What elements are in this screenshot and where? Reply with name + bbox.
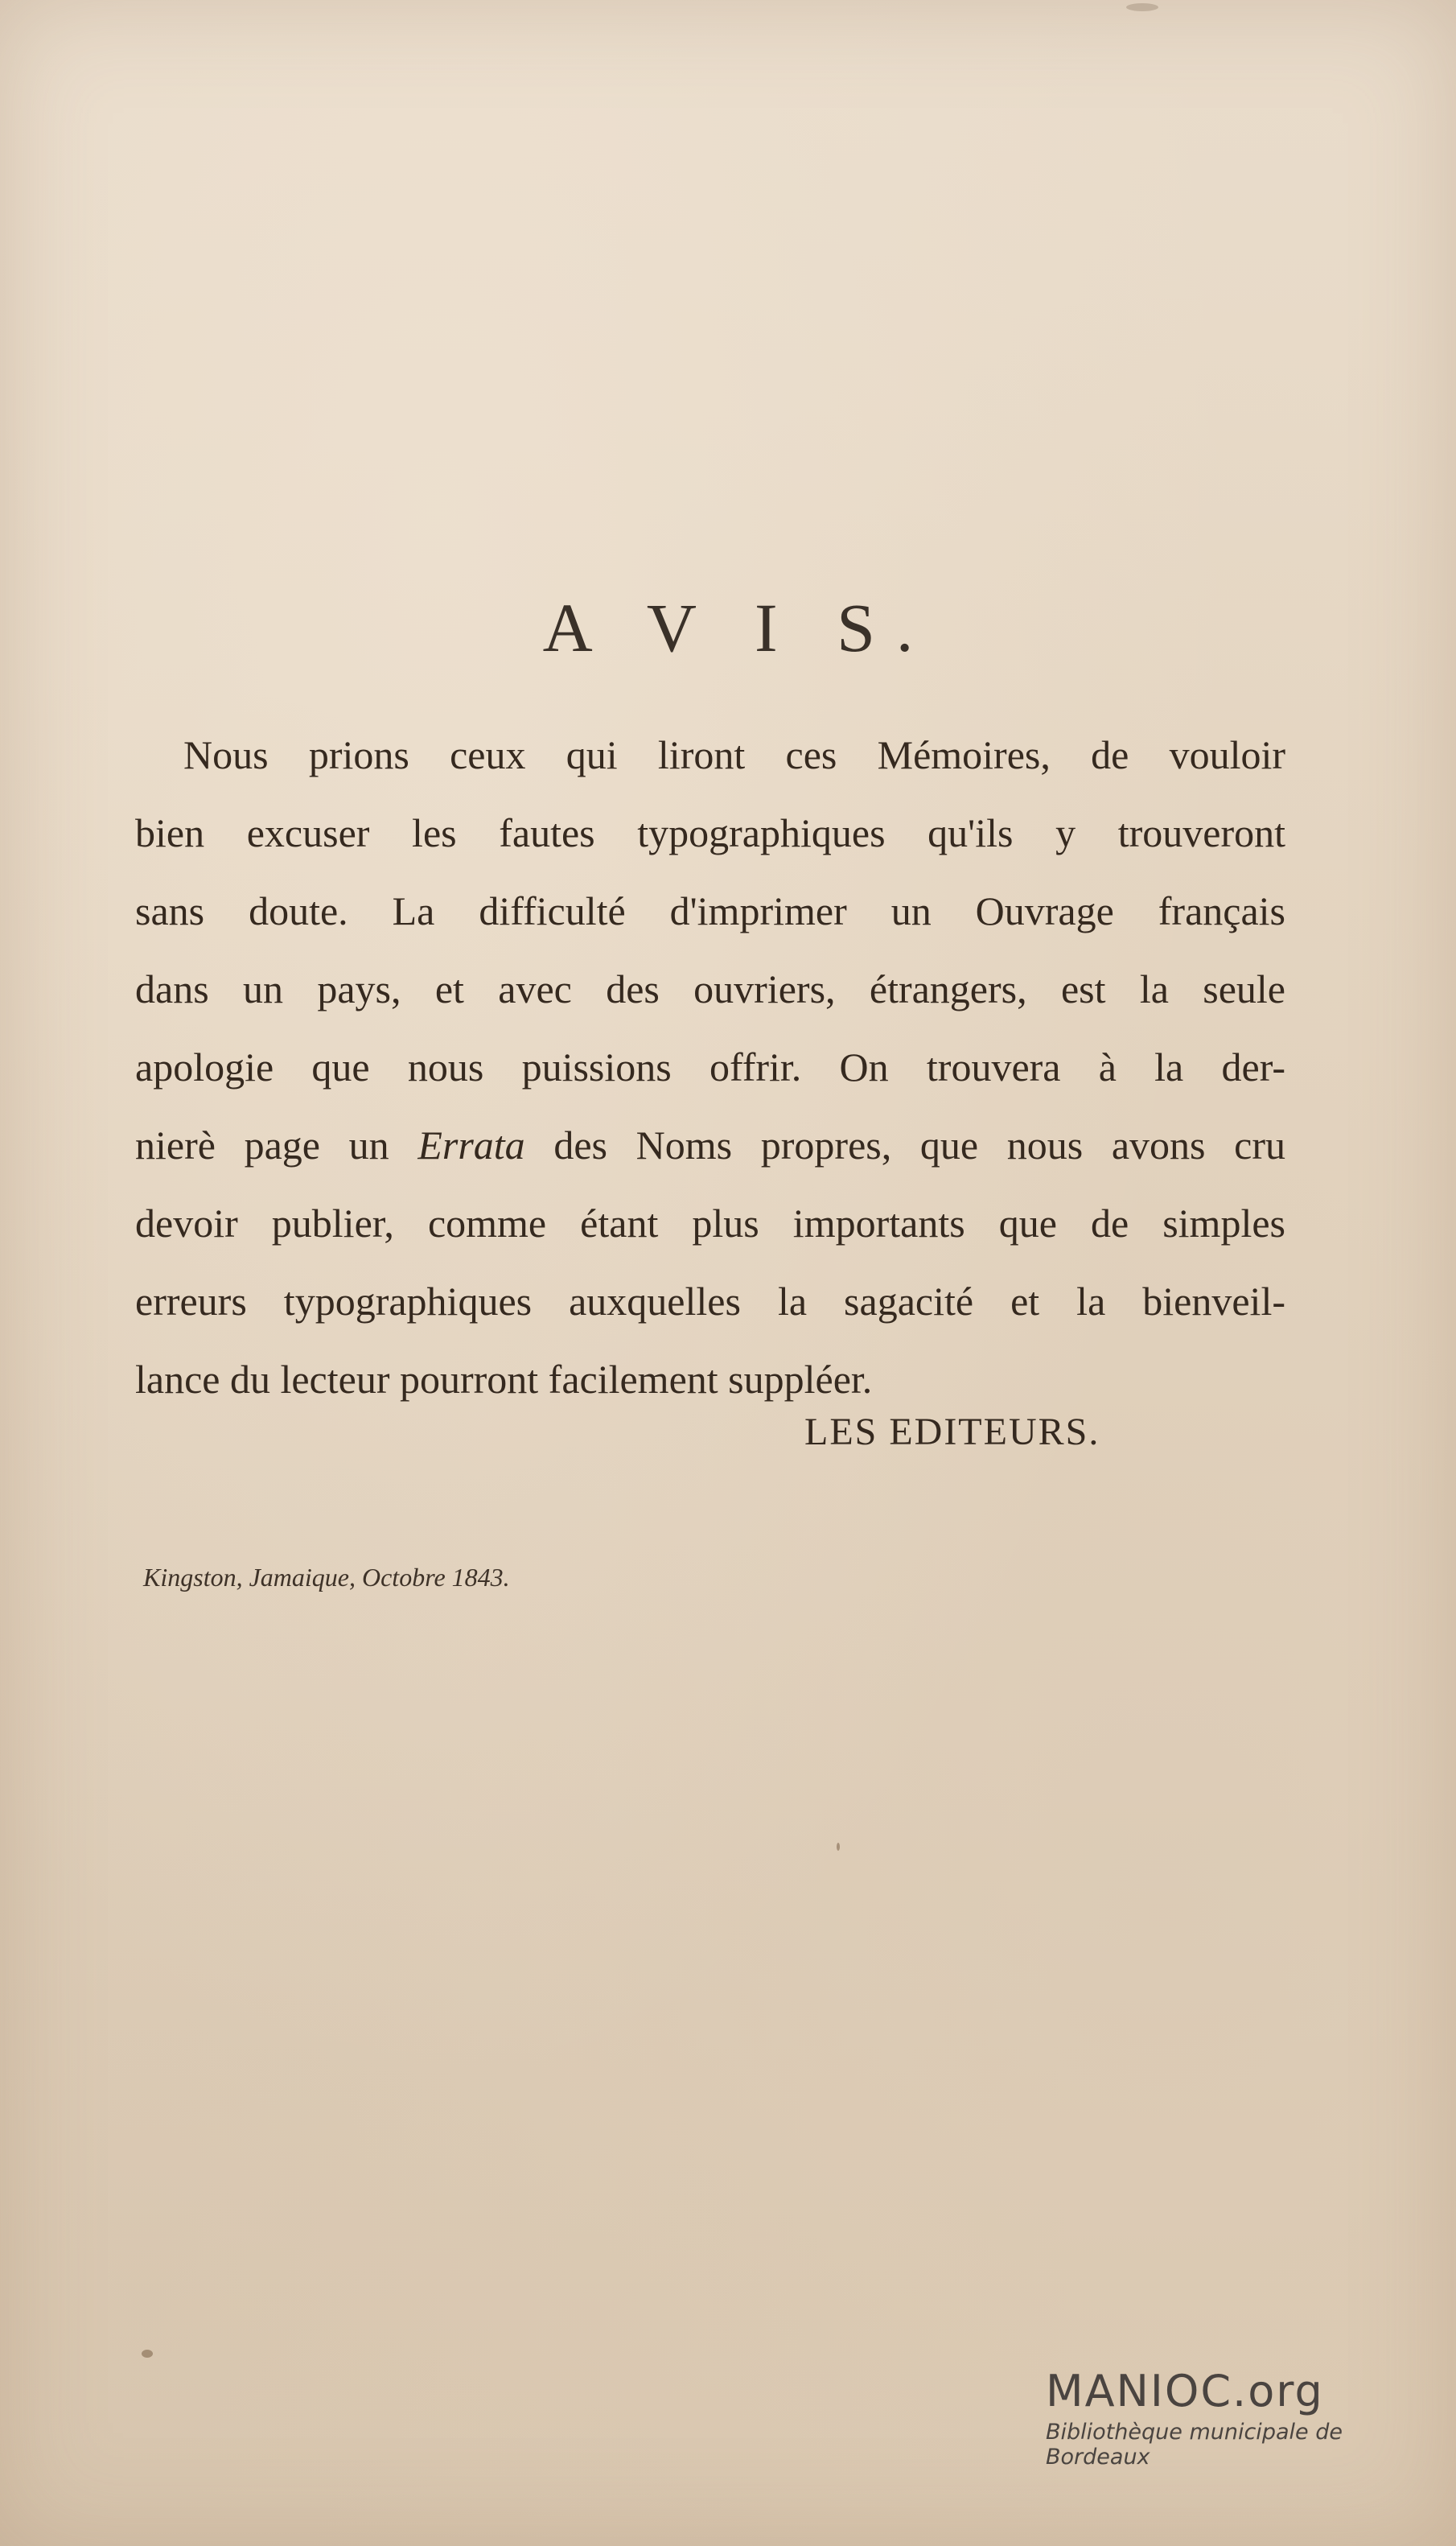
manioc-logo: MANIOC.org (1046, 2366, 1324, 2416)
notice-paragraph (135, 716, 1285, 1419)
paragraph-line: lance du lecteur pourront facilement suppléer. (135, 1357, 873, 1402)
place-date: Kingston, Jamaique, Octobre 1843. (143, 1563, 510, 1592)
paragraph-line (135, 1106, 1285, 1184)
paragraph-line: erreurs typographiques auxquelles la sagacité et la bienveil- (135, 1279, 1285, 1324)
errata-italic: Errata (417, 1123, 525, 1168)
paragraph-line: devoir publier, comme étant plus importants que de simples (135, 1201, 1285, 1246)
library-name: Bibliothèque municipale de Bordeaux (1046, 2420, 1343, 2470)
paragraph-line-start: nierè page un (135, 1123, 389, 1168)
paper-stain (837, 1843, 840, 1851)
paragraph-line: bien excuser les fautes typographiques qu'ils y trouveront (135, 810, 1285, 855)
paper-stain (1126, 3, 1158, 11)
paragraph-line: Nous prions ceux qui liront ces Mémoires, de vouloir (183, 732, 1285, 777)
paragraph-line: apologie que nous puissions offrir. On trouvera à la der- (135, 1044, 1285, 1090)
paragraph-line-end: des Noms propres, que nous avons cru (553, 1123, 1286, 1168)
paper-stain (142, 2350, 153, 2358)
library-watermark (1046, 2366, 1432, 2470)
signature: LES EDITEURS. (804, 1411, 1100, 1453)
paragraph-line: dans un pays, et avec des ouvriers, étrangers, est la seule (135, 966, 1285, 1011)
notice-title: A V I S. (542, 589, 935, 666)
paragraph-line: sans doute. La difficulté d'imprimer un Ouvrage français (135, 888, 1285, 933)
